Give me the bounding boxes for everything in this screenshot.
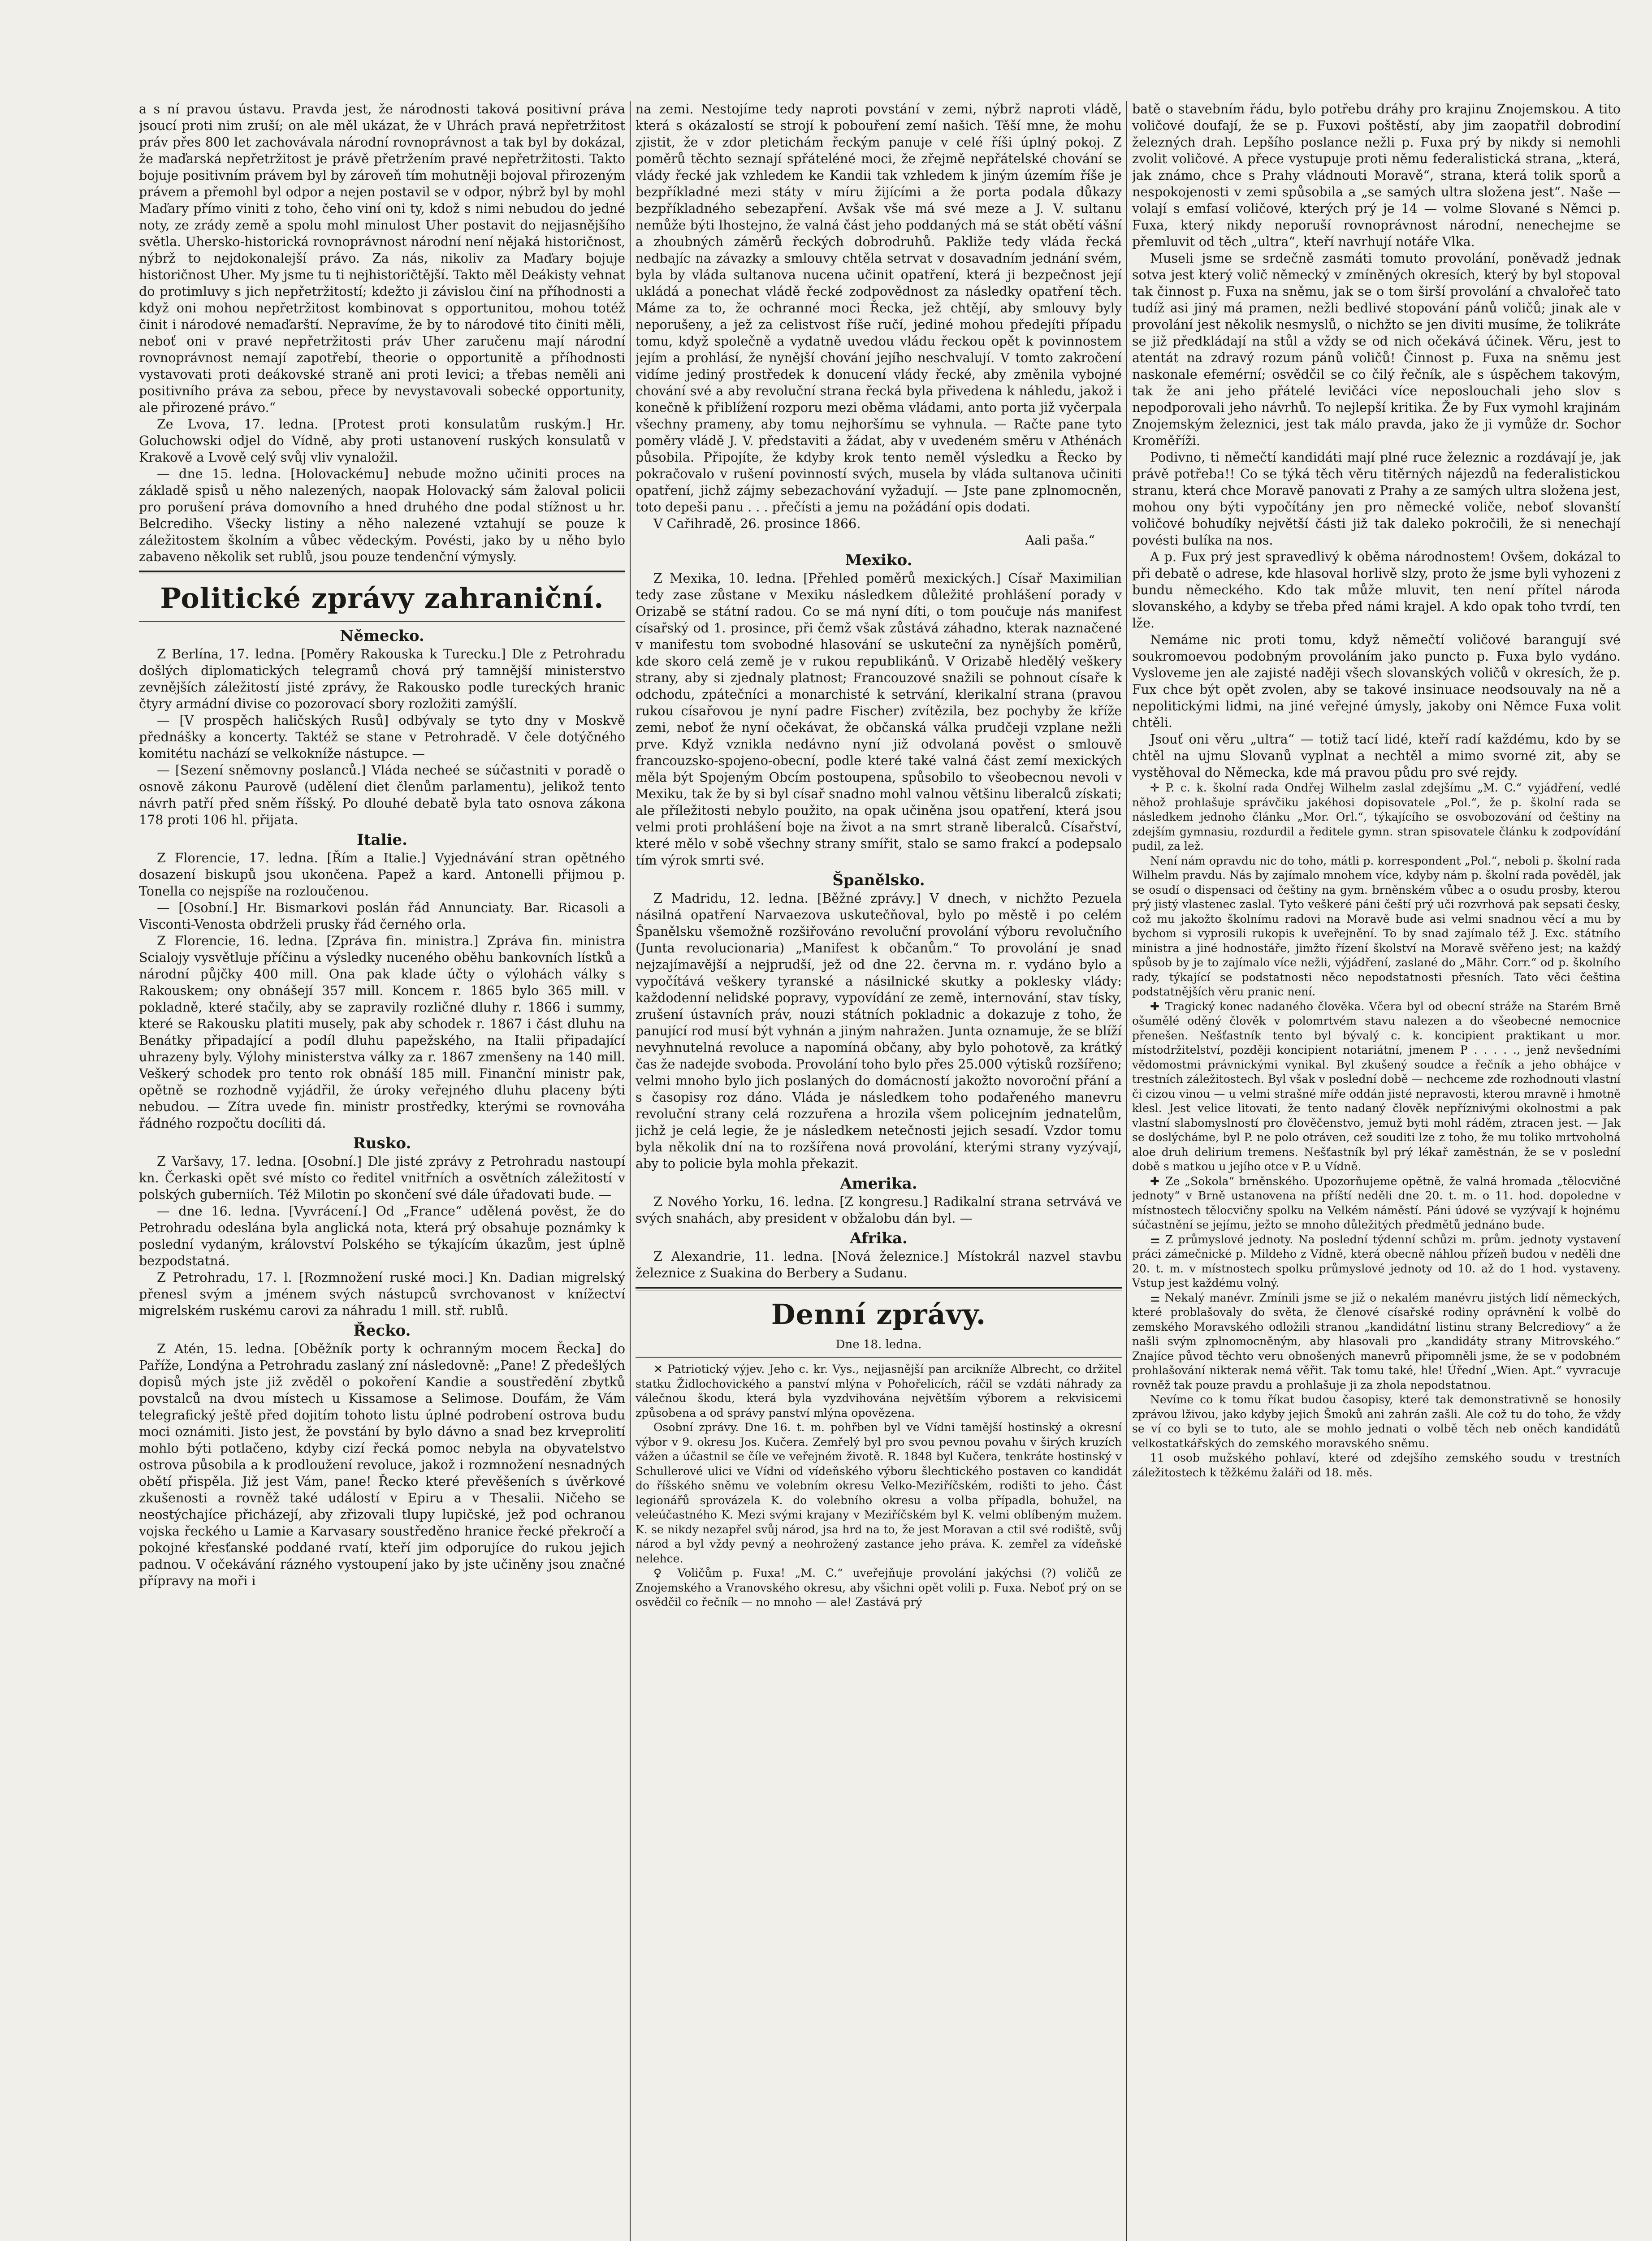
article-paragraph: Z Petrohradu, 17. l. [Rozmnožení ruské moci.] Kn. Dadian migrelský přenesl svým a jménem svých nástupců svrchovanost v knížectví migrelském ruskému carovi za náhradu 1 mill. stř. rublů. [139,1270,625,1318]
country-heading: Rusko. [353,1134,411,1152]
section-divider [636,1287,1122,1290]
article-paragraph: Z Atén, 15. ledna. [Oběžník porty k ochranným mocem Řecka] do Paříže, Londýna a Petrohradu zaslaný zní následovně: „Pane! Z předešlých dopisů mých jste již zvěděl o pokoření Kandie a soustředění zbytků povstalců na dvou místech u Kissamose a Selimose. Doufám, že Vám telegrafický ještě před dojitím tohoto listu úplné podrobení ostrova budu moci oznámiti. Jisto jest, že povstání by bylo dávno a snad bez krveprolití mohlo býti potlačeno, kdyby cizí řecká pomoc nebyla na obyvatelstvo ostrova působila a k prodloužení revoluce, jakož i rozmnožení nesnadných obětí přispěla. Již jest Vám, pane! Řecko které převěšeních s úvěrkové zkušenosti a rovněž také událostí v Epiru a v Thesalii. Ničeho se neostýchajíce přicházejí, aby zřizovali tlupy lupičské, jež pod ochranou vojska řeckého u Lamie a Karvasary soustředěno hranice řecké překročí a pokojné křesťanské poddané rvatí, kteří jim odporujíce do rukou jejich padnou. V očekávání rázného vystoupení jako by jste učiněny jsou značné přípravy na moři i [139,1341,625,1588]
article-paragraph: Z Madridu, 12. ledna. [Běžné zprávy.] V dnech, v nichžto Pezuela násilná opatření Narvaezova uskutečňoval, bylo po městě i po celém Španělsku všemožně rozšiřováno revoluční provolání výboru revolučního (Junta revolucionaria) „Manifest k občanům.“ To provolání je snad nejzajímavější a nejprudší, jež od dne 22. června m. r. vydáno bylo a vypočítává veškery tyranské a násilnické skutky a pokleskу vlády: každodenní nelidské popravy, vypovídání ze země, internování, stav tísky, zrušení ústavních práv, nouzi státních pokladnic a dokazuje z toho, že panující rod musí být vyhnán a jiným nahražen. Junta oznamuje, že se blíží nevyhnutelná revoluce a napomíná občany, aby bylo pohotově, za krátký čas že nadejde svoboda. Provolání toho bylo přes 25.000 výtisků rozšířeno; velmi mnoho bylo jich poslaných do domácností jakožto novoroční přání a s časopisy roz dáno. Vláda je následkem toho podařeného manevru revoluční strany celá rozzuřena a hrozila všem policejním jednatelům, jichž je celá legie, že je následkem netečnosti jejich sesadí. Vzdor tomu byla několik dní na to rozšířena nová provolání, kterými strany vyzývají, aby to policie byla mohla překazit. [636,891,1122,1171]
article-paragraph: ⚌ Z průmyslové jednoty. Na poslední týdenní schůzi m. prům. jednoty vystavení práci zámečnické p. Mildeho z Vídně, která obecně náhlou přízeň budou v neděli dne 20. t. m. v místnostech spolku průmyslové jednoty od 10. až do 1 hod. vystaveny. Vstup jest každému volný. [1132,1233,1621,1289]
section-divider [139,621,625,622]
article-paragraph: A p. Fux prý jest spravedlivý k oběma národnostem! Ovšem, dokázal to při debatě o adrese, kde hlasoval horlivě slzy, proto že jsme byli vyhozeni z bundu německého. Kdo tak může mluvit, ten není přítel národa slovanského, a kdyby se třeba před námi krajel. A kdo opak toho tvrdí, ten lže. [1132,549,1621,631]
section-title: Politické zprávy zahraniční. [160,582,604,614]
article-paragraph: Nemáme nic proti tomu, když němečtí voličové barangují své soukromoevou podobným provoláním jako puncto p. Fuxa bylo vydáno. Vysloveme jen ale zajisté naději všech slovanských voličů v okresích, že p. Fux chce být opět zvolen, aby se takové insinuace neodsouvaly na ně a nepolitickými lidmi, na jiné veřejné úmysly, jakoby oni Němce Fuxa volit chtěli. [1132,632,1621,730]
article-paragraph: na zemi. Nestojíme tedy naproti povstání v zemi, nýbrž naproti vládě, která s okázalostí se strojí k pobouření zemí našich. Těší mne, že mohu zjistit, že v zdor pletichám řeckým panuje v celé říši úplný pokoj. Z poměrů těchto seznají spřáteléné moci, že zřejmě nepřátelské chování se vlády řecké jak vzhledem ke Kandii tak vzhledem k jiným územím říše je bezpříkladné mezi státy v míru žijícími a že porta podala důkazy bezpříkladného sebezapření. Avšak vše má své meze a J. V. sultanu nemůže býti lhostejno, že valná část jeho poddaných má se stát obětí vášní a zhoubných záměrů řeckých dobrodruhů. Pakliže tedy vláda řecká nedbajíc na závazky a smlouvy chtěla setrvat v dosavadním jednání svém, byla by vláda sultanova nucena učinit opatření, která ji bezpečnost její ukládá a ponechat vládě řecké zodpovědnost za následky opatření těch. Máme za to, že ochranné moci Řecka, jež chtějí, aby smlouvy byly neporušeny, a jež za celistvost říše ručí, jediné mohou předejíti případu tomu, když společně a vydatně uvedou vládu řeckou opět k povinnostem jejím a prohlásí, že nynější chování jejího neschvalují. V tomto zakročení vidíme jediný prostředek k donucení vlády řecké, aby změnila vybojné chování své a aby revoluční strana řecká byla přivedena k náhledu, jakož i konečně k přiblížení rozporu mezi oběma vládami, anto porta již vyčerpala všechny prameny, aby tomu nejhoršímu se vyhnula. — Račte pane tyto poměry vládě J. V. představiti a žádat, aby v uvedeném směru v Athénách působila. Připojíte, že kdyby krok tento neměl výsledku a Řecko by pokračovalo v rušení povinností svých, musela by vláda sultanova učiniti opatření, jichž zájmy sebezachování vyžadují. — Jste pane zplnomocněn, toto depeši panu . . . přečísti a jemu na požádání opis dodati. [636,102,1122,515]
article-paragraph: ♀ Voličům p. Fuxa! „M. C.“ uveřejňuje provolání jakýchsi (?) voličů ze Znojemského a Vranovského okresu, aby všichni opět volili p. Fuxa. Neboť prý on se osvědčil co řečník — no mnoho — ale! Zastává prý [636,1566,1122,1609]
article-paragraph: batě o stavebním řádu, bylo potřebu dráhy pro krajinu Znojemskou. A tito voličové doufají, že se p. Fuxovi poštěstí, aby jim zaopatřil dobrodiní železných drah. Lepšího poslance nežli p. Fuxa prý by nikdy si nemohli zvolit voličové. A přece vystupuje proti němu federalistická strana, „která, jak známo, chce s Prahy vládnouti Moravě“, strana, která tolik sporů a nespokojenosti v zemi spůsobila a „se samých ultra složena jest“. Naše — volají s emfasí voličové, kterých prý je 14 — volme Slované s Němci p. Fuxa, který nikdy neporuší rovnoprávnost národní, nenechejme se přemluvit od těch „ultra“, kteří navrhují notáře Vlka. [1132,102,1621,249]
country-heading: Afrika. [850,1229,908,1247]
article-paragraph: — [Sezení sněmovny poslanců.] Vláda necheé se súčastniti v poradě o osnově zákonu Paurově (udělení diet členům parlamentu), jelikož tento návrh patří před sněm říšský. Po dlouhé debatě byla tato osnova zákona 178 proti 106 hl. přijata. [139,763,625,827]
article-paragraph: Ze Lvova, 17. ledna. [Protest proti konsulatům ruským.] Hr. Goluchowski odjel do Vídně, aby proti ustanovení ruských konsulatů v Krakově a Lvově celý svůj vliv vynaložil. [139,417,625,465]
country-heading: Německo. [340,627,424,645]
column-2 [636,101,1122,2241]
article-paragraph: Osobní zprávy. Dne 16. t. m. pohřben byl ve Vídni tamější hostinský a okresní výbor v 9. okresu Jos. Kučera. Zemřelý byl pro svou pevnou povahu v širých kruzích vážen a účastnil se číle ve veřejném životě. R. 1848 byl Kučera, tenkráte hostinský v Schullerové ulici ve Vídni od vídeňského výboru šlechtického postaven co kandidát do říšského sněmu ve volebním okresu Velko-Meziříčském, rodišti to jeho. Část legionářů sprovázela K. do volebního okresu a volba případla, bohužel, na veleúčastného K. Mezi svými krajany v Meziříčském byl K. velmi oblíbeným mužem. K. se nikdy nezapřel svůj národ, jsa hrd na to, že jest Moravan a ctil své rodiště, svůj národ a byl vždy pevný a neohrožený zastance jeho práva. K. zemřel za vídeňské nelehce. [636,1421,1122,1565]
article-paragraph: — [Osobní.] Hr. Bismarkovi poslán řád Annunciaty. Bar. Ricasoli a Visconti-Venosta obdrželi prusky řád černého orla. [139,900,625,932]
column-3 [1132,101,1621,2241]
article-paragraph: Z Florencie, 16. ledna. [Zpráva fin. ministra.] Zpráva fin. ministra Scialojy vysvětluje příčinu a výsledky nuceného oběhu bankovních lístků a národní půjčky 400 mill. Ona pak klade účty o výlohách války s Rakouskem; ony obnášejí 357 mill. Koncem r. 1865 bylo 365 mill. v pokladně, které stačily, aby se zapravily rozličné dluhy r. 1866 i summy, které se Rakousku platiti musely, pak aby schodek r. 1867 i část dluhu na Benátky připadající a podíl dluhu papežského, na Italii připadající uhrazeny byly. Výlohy ministerstva války za r. 1867 zmenšeny na 140 mill. Veškerý schodek pro tento rok obnáší 185 mill. Finanční ministr pak, opětně se rozhodně vyjádřil, že úroky veřejného dluhu placeny býti nebudou. — Zítra uvede fin. ministr prostředky, kterými se rovnováha řádného rozpočtu docíliti dá. [139,934,625,1131]
article-paragraph: 11 osob mužského pohlaví, které od zdejšího zemského soudu v trestních záležitostech k těžkému žaláři od 18. měs. [1132,1451,1621,1479]
article-paragraph: ✚ Ze „Sokola“ brněnského. Upozorňujeme opětně, že valná hromada „tělocvičné jednoty“ v Brně ustanovena na příští neděli dne 20. t. m. o 11. hod. dopoledne v místnostech tělocvičny spolku na Velkém náměstí. Páni údové se vyzývají k hojnému súčastnění se jejímu, ježto se mnoho důležitých předmětů jednáno bude. [1132,1174,1621,1231]
column-1 [139,101,625,2241]
dateline: Dne 18. ledna. [835,1338,922,1351]
signature: Aali paša.“ [1025,533,1095,548]
column-rule [1126,101,1127,2241]
article-paragraph: — dne 15. ledna. [Holovackému] nebude možno učiniti proces na základě spisů u něho nalezených, naopak Holovacký sám žaloval policii pro porušení práva domovního a hned druhého dne podal stížnost u hr. Belcrediho. Všecky listiny a něho nalezené vztahují se pouze k záležitostem školním a vůbec vědeckým. Povésti, jako by u něho bylo zabaveno několik set rublů, jsou pouze tendenční výmysly. [139,467,625,564]
country-heading: Španělsko. [832,871,925,889]
article-paragraph: Z Florencie, 17. ledna. [Řím a Italie.] Vyjednávání stran opětného dosazení biskupů jsou ukončena. Papež a kard. Antonelli přijmou p. Tonella co nejspíše na rozloučenou. [139,851,625,899]
section-title: Denní zprávy. [771,1298,986,1331]
article-paragraph: a s ní pravou ústavu. Pravda jest, že národnosti taková positivní práva jsoucí proti nim zruší; on ale měl ukázat, že v Uhrách pravá nepřetržitost práv přes 800 let zachovávala národní rovnoprávnost a tak byl by dokázal, že maďarská nepřetržitost je právě přetržením pravé nepřetržitosti. Takto bojuje positivním právem byl by zároveň tím mohutněji bojoval přirozeným právem a přemohl byl odpor a nejen postavil se v odpor, nýbrž byl by mohl Maďary přímo viniti z toho, čeho viní oni ty, kdož s nimi nebudou do jedné noty, ze zrády země a spolu mohl minulost Uher postavit do nejjasnějšího světla. Uhersko-historická rovnoprávnost národní není nějaká historičnost, nýbrž to nejdokonalejší právo. Za nás, nikoliv za Maďary bojuje historičnost Uher. My jsme tu ti nejhistoričtější. Takto měl Deákisty vehnat do protimluvy s jich nepřetržitostí; kdežto ji závislou činí na příhodnosti a když oni mohou nepřetržitost kombinovat s opportunitou, mohou totéž činit i národové nemaďarští. Nepravíme, že by to národové tito činiti měli, neboť oni v pravé nepřetržitosti práv Uher zaručenu mají národní rovnoprávnost nemají zapotřebí, theorie o opportunitě a příhodnosti vystavovati proti deákovské straně ani proti levici; a třebas neměli ani positivního práva za sebou, přece by nevystavovali sobecké opportunity, ale přirozené právo.“ [139,102,625,415]
article-paragraph: ⚌ Nekalý manévr. Zmínili jsme se již o nekalém manévru jistých lidí německých, které problašovaly do světa, že členové císařské rodiny oprávnění k volbě do zemského Moravského odložili stranou „kandidátní listinu strany Belcrediovy“ a že našli svým zplnomocněným, aby hlasovali pro „kandidáty strany Mitrovského.“ Znajíce původ těchto veru obnošených manevrů připomněli jsme, že se v podobném prohlašování nikterak nemá věřit. Tak tomu také, hle! Úřední „Wien. Apt.“ vyvracuje rovněž tak pouze pravdu a prohlašuje ji za zhola nepodstatnou. [1132,1291,1621,1392]
article-paragraph: Z Mexika, 10. ledna. [Přehled poměrů mexických.] Císař Maximilian tedy zase zůstane v Mexiku následkem důležité prohlášení porady v Orizabě se státní radou. Co se má nyní díti, o tom poučuje nás manifest císařský od 1. prosince, při čemž však zůstává záhadno, kterak naznačené v manifestu tom svobodné hlasování se uskuteční za nynějších poměrů, kde skoro celá země je v rukou republikánů. V Orizabě hledělý veškery strany, aby si zjednaly platnost; Francouzové snažili se pohnout císaře k odchodu, zpátečníci a monarchisté k setrvání, klerikalní strana (pravou rukou císařovou je nyní padre Fischer) zvítězila, bez pochyby že kříže zemi, neboť že nyní očekávat, že občanská válka prudčeji vzplane nežli prve. Když vznikla nedávno nyní již odvolaná pověst o smlouvě francouzsko-spojeno-obecní, podle které také valná část zemí mexických měla být Spojeným Obcím postoupena, spůsobilo to všeobecnou nevoli v Mexiku, tak že by si byl císař snadno mohl valnou většinu liberalců získati; ale příležitosti nebylo použito, na opak učiněna jsou opatření, která jsou velmi proti prohlášení boje na život a na smrt straně liberalců. Císařství, které mělo v sobě všechny strany smířit, stalo se samo frakcí a podepsalo tím výrok smrti své. [636,571,1122,868]
country-heading: Italie. [357,831,407,849]
article-paragraph: ✚ Tragický konec nadaného člověka. Včera byl od obecní stráže na Starém Brně ošumělé oděný člověk v polomrtvém stavu nalezen a do všeobecné nemocnice přenešen. Nešťastník tento byl bývalý c. k. koncipient praktikant u mor. místodržitelství, později koncipient notariátní, jmenem P . . . . ., jenž nevšedními vědomostmi právnickými vynikal. Byl zkušený soudce a řečník a jeho obhájce v trestních záležitostech. Byl však v poslední době — nechceme zde rozhodnouti vlastní či cizou vinou — u velmi strašné míře oddán jisté nepravosti, kterou mravně i hmotně klesl. Jest velice litovati, že tento nadaný člověk nepříznivými okolnostmi a pak vlastní slabomyslností pro člověčenstvo, jemuž byti mohl ráděm, ztracen jest. — Jak se doslýcháme, byl P. ne polo otráven, cež souditi lze z toho, že mu toliko mrtvoholná aloe druh delirium tremens. Nešťastník byl prý lékař zaměstnán, že se v poslední době s matkou u jejího otce v P. u Vídně. [1132,999,1621,1173]
article-paragraph: Z Berlína, 17. ledna. [Poměry Rakouska k Turecku.] Dle z Petrohradu došlých diplomatických telegramů chová prý tamnější ministerstvo zevnějších záležitostí jisté zprávy, že Rakousko podle tureckých hranic čtyry armádní divise co pozorovací sbory rozložiti zamýšlí. [139,647,625,711]
article-paragraph: Nevíme co k tomu říkat budou časopisy, které tak demonstrativně se honosily zprávou lživou, jako kdyby jejich Šmoků ani zahrán zašli. Ale což tu do toho, že vždy se ví co byli se to tuto, ale se mohlo jednati o volbě těch neb oněch kandidátů velkostatkářských do zemského moravského sněmu. [1132,1393,1621,1450]
country-heading: Řecko. [353,1322,411,1340]
article-paragraph: Není nám opravdu nic do toho, mátli p. korrespondent „Pol.“, neboli p. školní rada Wilhelm pravdu. Nás by zajímalo mnohem více, kdyby nám p. školní rada pověděl, jak se osudí o dispensaci od češtiny na gym. brněnském vůbec a o osudu prosby, kterou prý jistý vlastenec zaslal. Tyto veškeré páni čeští prý uči rozvrhová pak sepsati česky, což mu jakožto školnímu radovi na Moravě bude asi velmi snadnou věcí a mu by bychom si vyprosili rukopis k uveřejnění. To by snad zajímalo též J. Exc. státního ministra a jiné hodnostáře, jimžto řízení školství na Moravě svěřeno jest; na každý spůsob by je to zajímalo více nežli, výjádření, zaslané do „Mähr. Corr.“ od p. školního rady, týkající se podstatnosti něco nepodstatnosti přesních. Tato věci čeština podstatnějších věru pranic není. [1132,854,1621,998]
article-paragraph: — dne 16. ledna. [Vyvrácení.] Od „France“ udělená pověst, že do Petrohradu odeslána byla anglická nota, která prý obsahuje poznámky k poslední vydaným, království Polského se týkajícím úkazům, jest úplně bezpodstatná. [139,1204,625,1268]
article-paragraph: Museli jsme se srdečně zasmáti tomuto provolání, poněvadž jednak sotva jest který volič německý v zmíněných okresích, který by byl stopoval tak činnost p. Fuxa na sněmu, jak se o tom širší provolání a chvalořeč tato tudíž asi jiný má pramen, nežli bedlivé stopování pánů voličů; jinak ale v provolání jest několik nesmyslů, o nichžto se jen diviti musíme, že tolikráte se již předkládají na stůl a vždy se od nich očekává účinek. Věru, jest to atentát na zdravý rozum pánů voličů! Činnost p. Fuxa na sněmu jest naskonale efemérní; osvědčil se co čilý řečník, ale s úspěchem takovým, tak že ani jeho přátelé levičáci více neposlouchali jeho slov s nepodporovali jeho návrhů. To nejlepší kritika. Že by Fux vymohl krajinám Znojemským železnici, jest tak málo pravda, jako že ji vymůže dr. Sochor Kroměříži. [1132,251,1621,448]
article-paragraph: Jsouť oni věru „ultra“ — totiž tací lidé, kteří radí každému, kdo by se chtěl na ujmu Slovanů vyplnat a nechtěl a mimo svorné zit, aby se vystěhoval do Německa, kde má pravou půdu pro své rejdy. [1132,732,1621,780]
article-paragraph: Z Nového Yorku, 16. ledna. [Z kongresu.] Radikalní strana setrvává ve svých snahách, aby president v obžalobu dán byl. — [636,1194,1122,1226]
dateline: V Cařihradě, 26. prosince 1866. [653,516,861,531]
country-heading: Mexiko. [845,551,912,569]
section-divider [636,1357,1122,1358]
article-paragraph: Z Alexandrie, 11. ledna. [Nová železnice.] Místokrál nazvel stavbu železnice z Suakina do Berbery a Sudanu. [636,1249,1122,1281]
country-heading: Amerika. [840,1175,917,1193]
article-paragraph: — [V prospěch haličských Rusů] odbývaly se tyto dny v Moskvě přednášky a koncerty. Taktéž se stane v Petrohradě. V čele dotýčného komitétu nachází se velkokníže nástupce. — [139,713,625,761]
section-divider [139,571,625,574]
article-paragraph: ✕ Patriotický výjev. Jeho c. kr. Vys., nejjasnější pan arcikníže Albrecht, co držitel statku Židlochovického a panství mlýna v Pohořelicích, ráčil se vzdáti náhrady za válečnou škodu, která byla vyzdvihována největším výborem a rekvisicemi způsobena a od správy panství mlýna opovězena. [636,1363,1122,1419]
article-paragraph: Z Varšavy, 17. ledna. [Osobní.] Dle jisté zprávy z Petrohradu nastoupí kn. Čerkaski opět své místo co ředitel vnitřních a osvětních záležitostí v polských guberniích. Též Milotin po skončení své dále úřadovati bude. — [139,1154,625,1202]
article-paragraph: ✛ P. c. k. školní rada Ondřej Wilhelm zaslal zdejšímu „M. C.“ vyjádření, vedlé něhož prohlašuje správčiku jakéhosi dopisovatele „Pol.“, že p. školní rada se následkem jednoho článku „Mor. Orl.“, týkajícího se osvobozování od češtiny na zdejším gymnasiu, rozdurdil a ředitele gymn. stran spisovatele článku k zodpovídání pudil, za lež. [1132,781,1621,852]
article-paragraph: Podivno, ti němečtí kandidáti mají plné ruce železnic a rozdávají je, jak právě potřeba!! Co se týká těch věru titěrných nájezdů na federalistickou stranu, která chce Moravě panovati z Prahy a ze samých ultra složena jest, mohou ony býti vypočítány jen pro německé voliče, neboť slovanští voličové bohudíky největší části již tak daleko pokročili, že si nenechají povésti bulíka na nos. [1132,450,1621,548]
column-rule [630,101,631,2241]
